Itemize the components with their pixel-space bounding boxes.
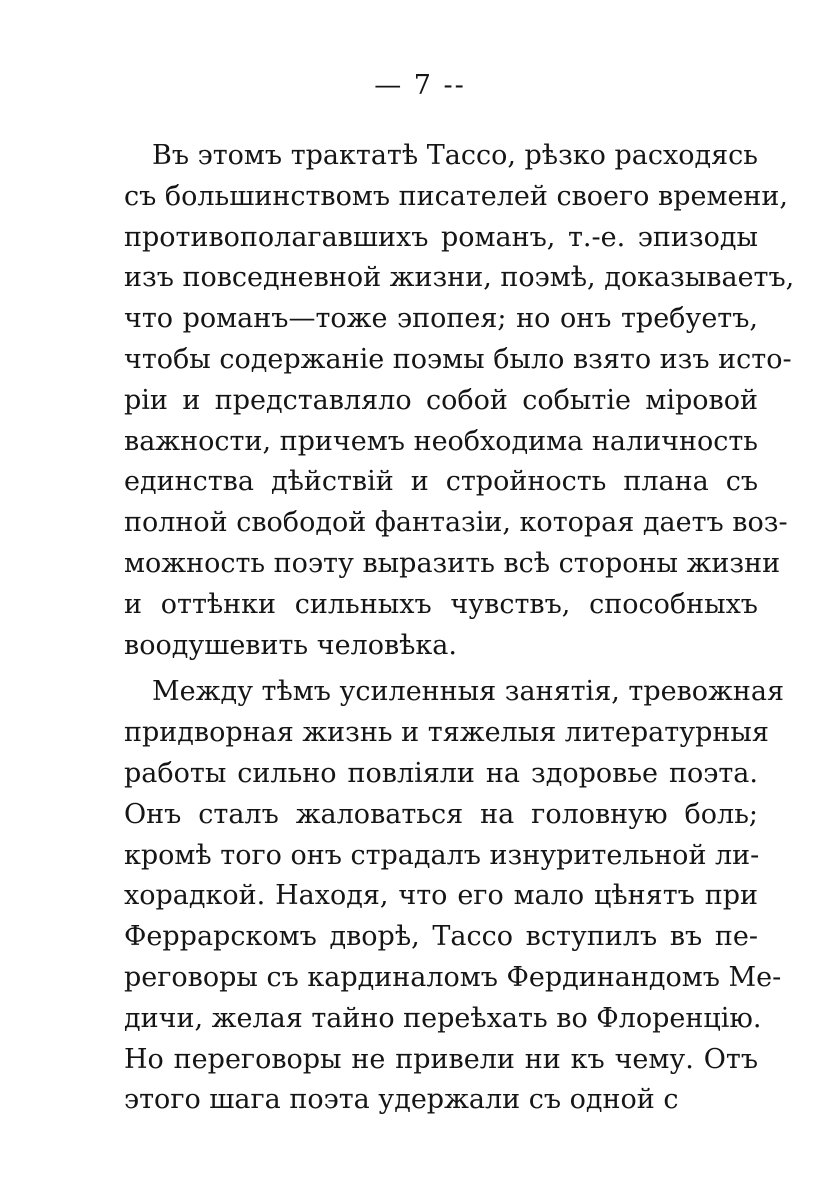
text-line: Феррарскомъ дворѣ, Тассо вступилъ въ пе-	[124, 921, 758, 953]
text-line: изъ повседневной жизни, поэмѣ, доказываетъ,	[124, 262, 795, 294]
text-line: кромѣ того онъ страдалъ изнурительной ли-	[124, 839, 760, 871]
text-line: дичи, желая тайно переѣхать во Флоренцію.	[124, 1002, 762, 1034]
text-line: работы сильно повліяли на здоровье поэта.	[124, 757, 758, 789]
text-line: этого шага поэта удержали съ одной с	[124, 1084, 679, 1116]
text-line: Между тѣмъ усиленныя занятія, тревожная	[152, 676, 785, 708]
paragraph-1	[124, 136, 795, 666]
text-line: Въ этомъ трактатѣ Тассо, рѣзко расходясь	[152, 140, 758, 171]
text-line: единства дѣйствій и стройность плана съ	[124, 466, 758, 498]
text-line: придворная жизнь и тяжелыя литературныя	[124, 717, 769, 749]
text-line: ріи и представляло собой событіе міровой	[124, 384, 758, 416]
text-line: съ большинствомъ писателей своего времени,	[124, 180, 789, 212]
text-line: что романъ—тоже эпопея; но онъ требуетъ,	[124, 303, 758, 335]
text-line: хорадкой. Находя, что его мало цѣнятъ при	[124, 880, 758, 912]
text-line: воодушевить человѣка.	[124, 629, 457, 661]
text-line: противополагавшихъ романъ, т.-е. эпизоды	[124, 221, 758, 253]
text-line: важности, причемъ необходима наличность	[124, 425, 758, 457]
text-line: можность поэту выразить всѣ стороны жизни	[124, 547, 781, 579]
page-number: — 7 --	[374, 70, 466, 101]
body-text	[124, 136, 795, 1121]
text-line: полной свободой фантазіи, которая даетъ воз-	[124, 507, 788, 539]
text-line: Онъ сталъ жаловаться на головную боль;	[124, 798, 758, 830]
paragraph-2	[124, 672, 785, 1121]
text-line: чтобы содержаніе поэмы было взято изъ исто-	[124, 343, 792, 375]
text-line: реговоры съ кардиналомъ Фердинандомъ Ме-	[124, 961, 782, 993]
text-line: и оттѣнки сильныхъ чувствъ, способныхъ	[124, 588, 758, 620]
text-line: Но переговоры не привели ни къ чему. Отъ	[124, 1043, 758, 1075]
